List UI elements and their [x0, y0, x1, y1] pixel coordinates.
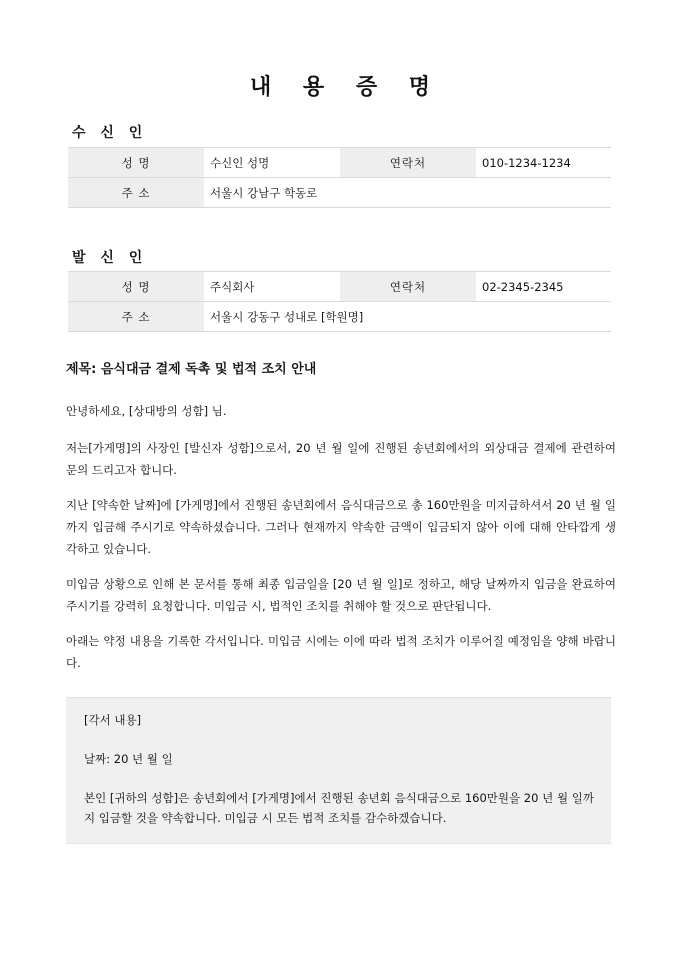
- sender-row-address: [68, 302, 611, 332]
- sender-table: [68, 271, 611, 332]
- greeting-paragraph: 안녕하세요, [상대방의 성함] 님.: [66, 404, 227, 418]
- body-paragraph-3: 미입금 상황으로 인해 본 문서를 통해 최종 입금일을 [20 년 월 일]로 정하고, 해당 날짜까지 입금을 완료하여 주시기를 강력히 요청합니다. 미입금 시, 법적인 조치를 취해야 할 것으로 판단됩니다.: [66, 577, 616, 613]
- sender-address-value: 서울시 강동구 성내로 [학원명]: [204, 302, 611, 332]
- body-paragraph-4: 아래는 약정 내용을 기록한 각서입니다. 미입금 시에는 이에 따라 법적 조치가 이루어질 예정임을 양해 바랍니다.: [66, 634, 616, 670]
- sender-name-value: 주식회사: [204, 272, 340, 302]
- recipient-address-value: 서울시 강남구 학동로: [204, 178, 611, 208]
- recipient-contact-label: 연락처: [340, 148, 476, 178]
- body-paragraph-2: 지난 [약속한 날짜]에 [가게명]에서 진행된 송년회에서 음식대금으로 총 160만원을 미지급하셔서 20 년 월 일까지 입금해 주시기로 약속하셨습니다. 그러나 현재까지 약속한 금액이 입금되지 않아 이에 대해 안타깝게 생각하고 있습니다.: [66, 498, 616, 556]
- sender-address-label: 주 소: [68, 302, 204, 332]
- sender-section-label: 발 신 인: [72, 250, 148, 266]
- pledge-heading: [각서 내용]: [84, 713, 142, 727]
- recipient-row-name: [68, 148, 611, 178]
- sender-name-label: 성 명: [68, 272, 204, 302]
- recipient-address-label: 주 소: [68, 178, 204, 208]
- recipient-row-address: [68, 178, 611, 208]
- recipient-table: [68, 147, 611, 208]
- sender-contact-label: 연락처: [340, 272, 476, 302]
- recipient-name-label: 성 명: [68, 148, 204, 178]
- document-title: 내 용 증 명: [250, 75, 442, 100]
- pledge-date: 날짜: 20 년 월 일: [84, 752, 173, 766]
- recipient-section-label: 수 신 인: [72, 125, 148, 141]
- sender-row-name: [68, 272, 611, 302]
- pledge-content: 본인 [귀하의 성함]은 송년회에서 [가게명]에서 진행된 송년회 음식대금으로 160만원을 20 년 월 일까지 입금할 것을 약속합니다. 미입금 시 모든 법적 조치를 감수하겠습니다.: [84, 791, 594, 825]
- sender-contact-value: 02-2345-2345: [476, 272, 611, 302]
- body-paragraph-1: 저는[가게명]의 사장인 [발신자 성함]으로서, 20 년 월 일에 진행된 송년회에서의 외상대금 결제에 관련하여 문의 드리고자 합니다.: [66, 441, 616, 477]
- recipient-name-value: 수신인 성명: [204, 148, 340, 178]
- recipient-contact-value: 010-1234-1234: [476, 148, 611, 178]
- pledge-box: [66, 697, 611, 844]
- subject-heading: 제목: 음식대금 결제 독촉 및 법적 조치 안내: [66, 362, 317, 377]
